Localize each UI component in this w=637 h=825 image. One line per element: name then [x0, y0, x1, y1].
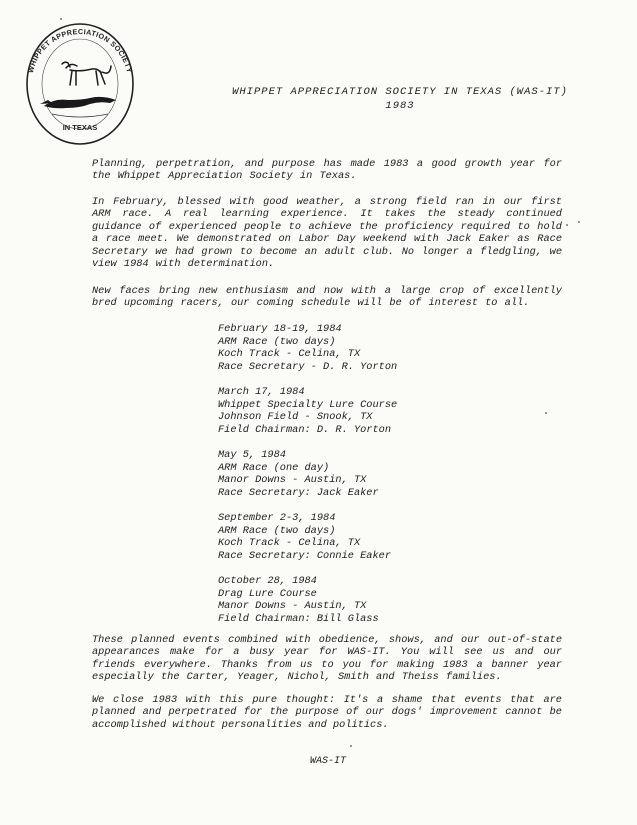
- svg-text:WHIPPET APPRECIATION SOCIETY: WHIPPET APPRECIATION SOCIETY: [25, 26, 135, 74]
- event-date: September 2-3, 1984: [218, 512, 336, 524]
- new-faces-paragraph: New faces bring new enthusiasm and now with a large crop of excellently bred upcoming racers, our coming schedule will be of interest to all.: [92, 285, 562, 310]
- event-type: ARM Race (one day): [218, 461, 330, 474]
- event-location: Johnson Field - Snook, TX: [218, 411, 373, 424]
- february-paragraph: In February, blessed with good weather, a strong field ran in our first ARM race. A real learning experience. It takes the steady continued guidance of experienced people to achieve the proficiency required to hold a race meet. We demonstrated on Labor Day weekend with Jack Eaker as Race Secretary we had grown to become an adult club. No longer a fledgling, we view 1984 with determination.: [92, 196, 562, 271]
- schedule-entry: [218, 386, 478, 449]
- event-location: Koch Track - Celina, TX: [218, 348, 361, 361]
- scan-speck: [578, 221, 580, 223]
- standing-whippet-icon: [62, 62, 111, 85]
- letter-year: 1983: [385, 100, 415, 112]
- schedule-entry: [218, 512, 478, 575]
- closing-thought-paragraph: We close 1983 with this pure thought: It's a shame that events that are planned and perpetrated for the purpose of our dogs' improvement cannot be accomplished without personalities and politics.: [92, 694, 562, 731]
- schedule-entry: [218, 449, 478, 512]
- letter-title: WHIPPET APPRECIATION SOCIETY IN TEXAS (WAS-IT): [232, 86, 568, 98]
- event-official: Field Chairman: Bill Glass: [218, 612, 379, 625]
- schedule-entry: [218, 575, 478, 638]
- event-type: Whippet Specialty Lure Course: [218, 398, 398, 411]
- event-official: Race Secretary - D. R. Yorton: [218, 360, 398, 373]
- event-location: Manor Downs - Austin, TX: [218, 600, 367, 613]
- scan-speck: [60, 18, 62, 20]
- schedule-entry: [218, 323, 478, 386]
- event-type: ARM Race (two days): [218, 335, 336, 348]
- svg-text:IN TEXAS: IN TEXAS: [62, 123, 98, 132]
- intro-paragraph: Planning, perpetration, and purpose has made 1983 a good growth year for the Whippet Appreciation Society in Texas.: [92, 158, 562, 183]
- scan-speck: [566, 224, 568, 226]
- closing-events-paragraph: These planned events combined with obedience, shows, and our out-of-state appearances make for a busy year for WAS-IT. You will see us and our friends everywhere. Thanks from us to you for making 1983 a banner year especially the Carter, Yeager, Nichol, Smith and Theiss families.: [92, 634, 562, 684]
- event-official: Field Chairman: D. R. Yorton: [218, 423, 392, 436]
- event-date: March 17, 1984: [218, 386, 305, 398]
- event-official: Race Secretary: Connie Eaker: [218, 549, 392, 562]
- scan-speck: [545, 412, 547, 414]
- event-location: Manor Downs - Austin, TX: [218, 474, 367, 487]
- event-date: May 5, 1984: [218, 449, 286, 461]
- event-type: ARM Race (two days): [218, 524, 336, 537]
- event-schedule: [218, 323, 478, 638]
- running-whippet-icon: [40, 97, 116, 108]
- event-location: Koch Track - Celina, TX: [218, 537, 361, 550]
- scan-speck: [350, 745, 352, 747]
- signoff: WAS-IT: [310, 756, 347, 767]
- event-official: Race Secretary: Jack Eaker: [218, 486, 379, 499]
- event-date: February 18-19, 1984: [218, 323, 342, 335]
- letter-header: [190, 85, 610, 113]
- event-date: October 28, 1984: [218, 575, 317, 587]
- event-type: Drag Lure Course: [218, 587, 317, 600]
- society-seal-logo: [22, 16, 138, 148]
